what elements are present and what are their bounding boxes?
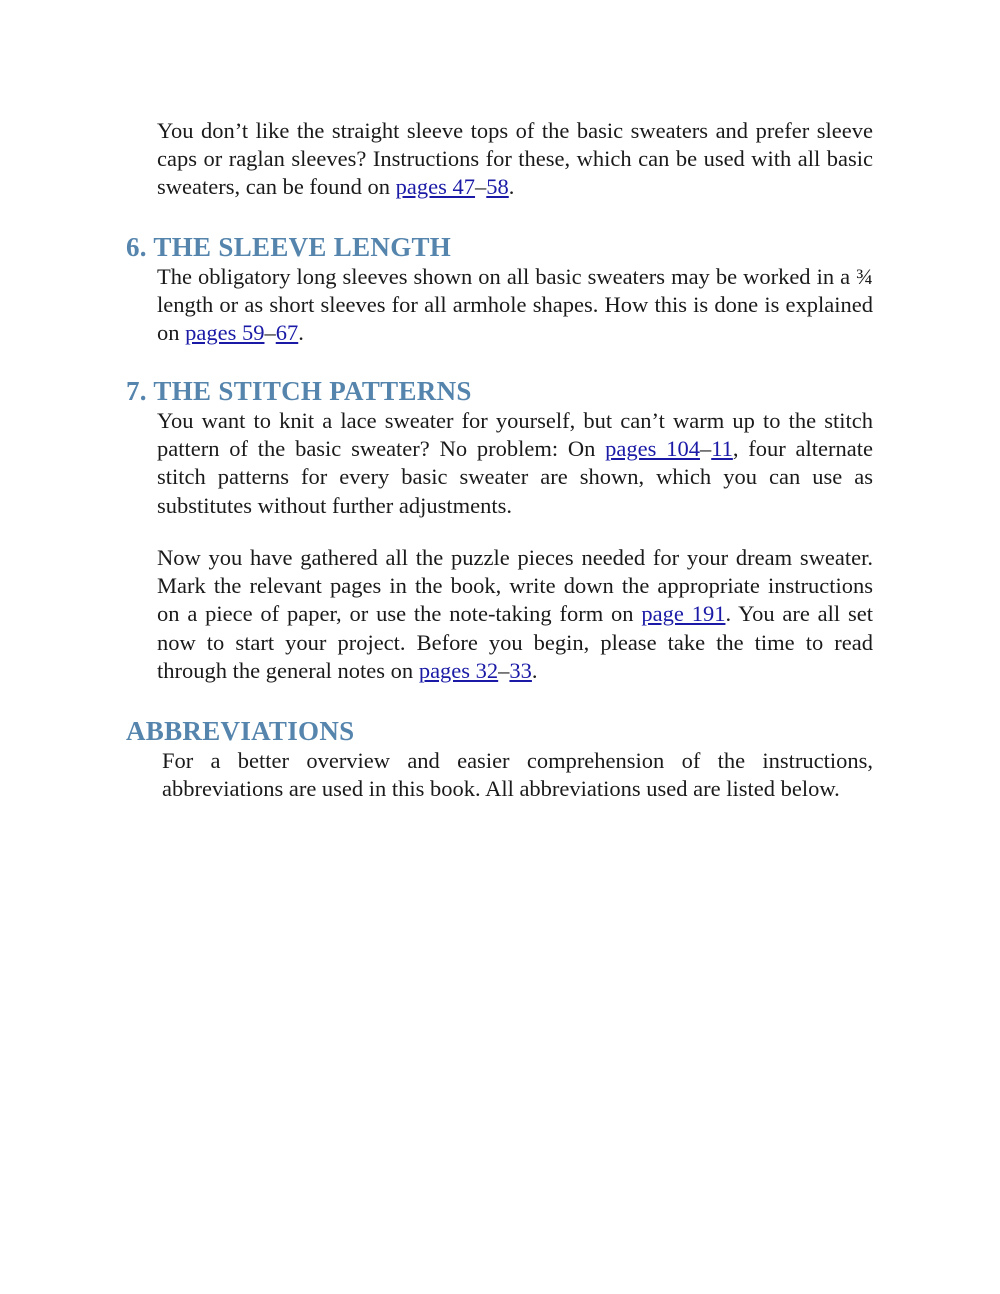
heading-abbreviations: ABBREVIATIONS xyxy=(126,716,355,746)
sleeve-length-end: . xyxy=(298,320,304,346)
abbreviations-paragraph: For a better overview and easier comprehension of the instructions, abbreviations are used in this book. All abbreviations used are listed below. xyxy=(162,748,873,802)
intro-text: You don’t like the straight sleeve tops of the basic sweaters and prefer sleeve caps or raglan sleeves? Instructions for these, which can be used with all basic sweaters, can be found on xyxy=(157,118,873,200)
summary-end: . xyxy=(531,657,538,683)
link-pages-47[interactable]: pages 47 xyxy=(395,174,476,200)
range-dash: – xyxy=(498,657,510,683)
link-page-67[interactable]: 67 xyxy=(275,320,299,346)
summary-paragraph xyxy=(157,544,873,685)
sleeve-length-paragraph xyxy=(157,263,873,348)
intro-paragraph xyxy=(157,117,873,202)
stitch-patterns-end: , four alternate stitch patterns for every basic sweater are shown, which you can use as substitutes without further adjustments. xyxy=(157,436,874,518)
summary-text: Now you have gathered all the puzzle pieces needed for your dream sweater. Mark the relevant pages in the book, write down the appropriate instructions on a piece of paper, or use the note-taking form on xyxy=(157,545,873,627)
link-page-191[interactable]: page 191 xyxy=(641,601,726,627)
link-page-11[interactable]: 11 xyxy=(711,436,733,462)
link-pages-104[interactable]: pages 104 xyxy=(605,436,700,462)
stitch-patterns-text: You want to knit a lace sweater for yourself, but can’t warm up to the stitch pattern of the basic sweater? No problem: On xyxy=(157,408,873,462)
sleeve-length-text: The obligatory long sleeves shown on all basic sweaters may be worked in a ¾ length or as short sleeves for all armhole shapes. How this is done is explained on xyxy=(157,264,873,346)
range-dash: – xyxy=(699,436,712,462)
link-pages-32[interactable]: pages 32 xyxy=(418,657,499,683)
intro-end: . xyxy=(508,174,515,200)
stitch-patterns-paragraph xyxy=(157,407,873,520)
range-dash: – xyxy=(264,320,276,346)
link-page-33[interactable]: 33 xyxy=(509,657,532,683)
heading-stitch-patterns: 7. THE STITCH PATTERNS xyxy=(126,376,472,406)
summary-mid-text: . You are all set now to start your project. Before you begin, please take the time to read through the general notes on xyxy=(157,601,873,683)
link-page-58[interactable]: 58 xyxy=(486,174,509,200)
heading-sleeve-length: 6. THE SLEEVE LENGTH xyxy=(126,232,452,262)
link-pages-59[interactable]: pages 59 xyxy=(185,320,265,346)
range-dash: – xyxy=(475,174,487,200)
